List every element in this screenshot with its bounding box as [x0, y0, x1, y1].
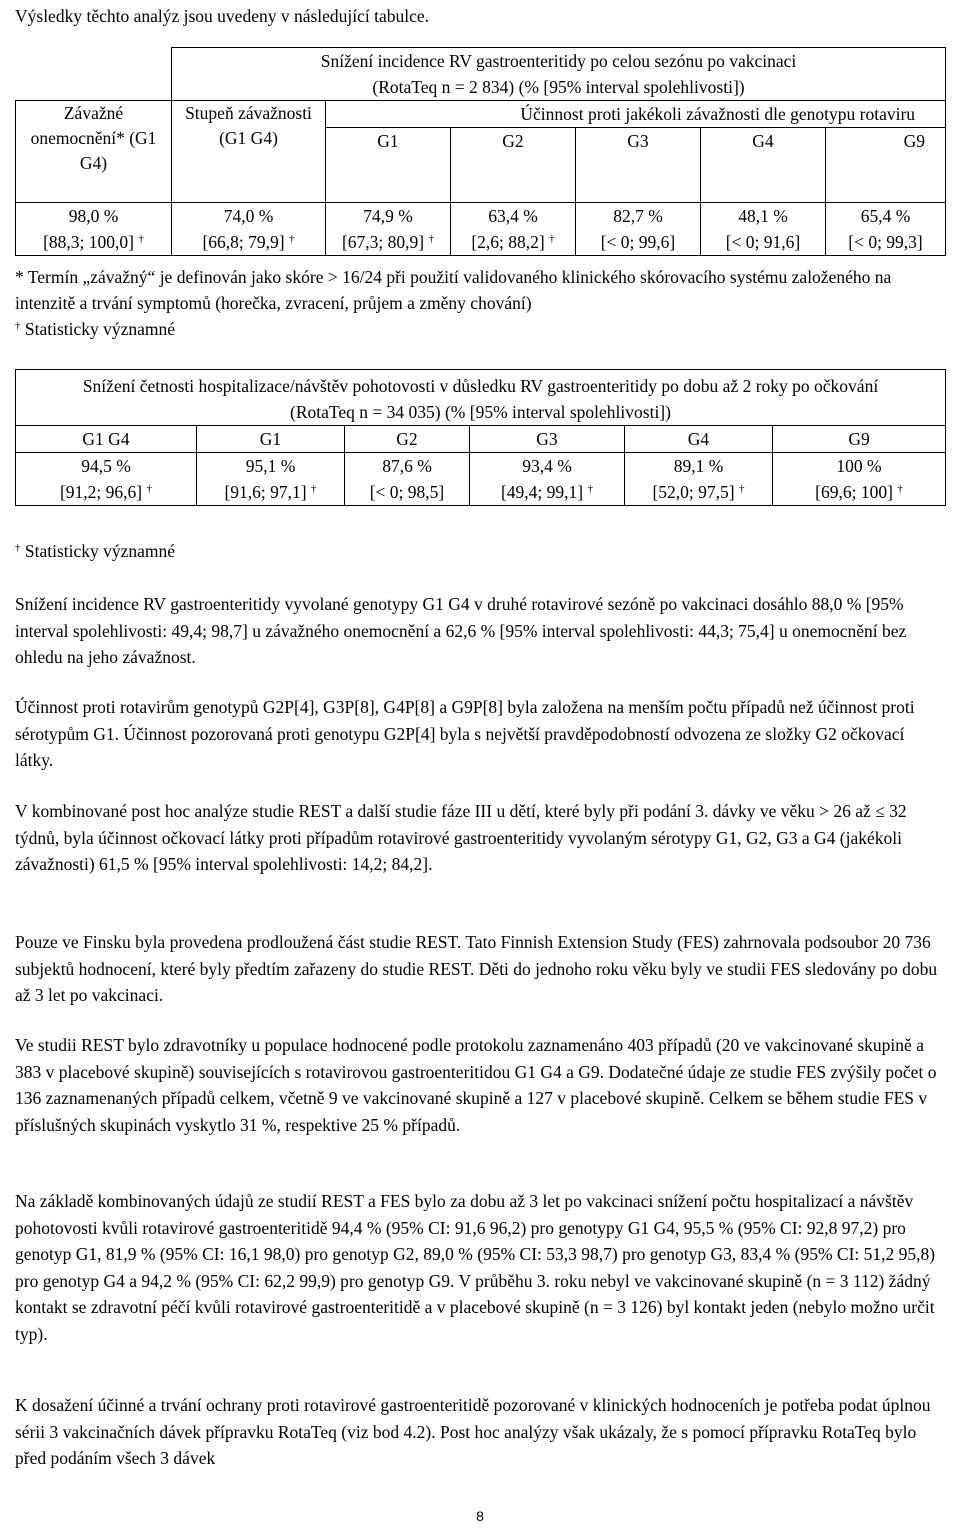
col-header-g2: G2: [345, 426, 470, 453]
table-title-row: [16, 370, 946, 426]
col-header-g9: G9: [773, 426, 946, 453]
col-header-g1: G1: [197, 426, 345, 453]
footnote-severe-definition: * Termín „závažný“ je definován jako skóre > 16/24 při použití validovaného klinického skórovacího systému založeného na intenzitě a trvání symptomů (horečka, zvracení, průjem a změny chování): [15, 267, 892, 313]
col-header-g4: G4: [625, 426, 773, 453]
cell-g9: 65,4 % [< 0; 99,3]: [826, 203, 946, 256]
col-header-g2: G2: [451, 128, 576, 203]
cell-g9: 100 % [69,6; 100] †: [773, 453, 946, 506]
cell-g1-g4: 94,5 % [91,2; 96,6] †: [16, 453, 197, 506]
col-header-severe: Závažné onemocnění* (G1 G4): [16, 101, 172, 203]
col-header-g3: G3: [576, 128, 701, 203]
paragraph-combined-data: Na základě kombinovaných údajů ze studií REST a FES bylo za dobu až 3 let po vakcinaci snížení počtu hospitalizací a návštěv pohotovosti kvůli rotavirové gastroenteritidě 94,4 % (95% CI: 91,6 96,2) pro genotypy G1 G4, 95,5 % (95% CI: 92,8 97,2) pro genotyp G1, 81,9 % (95% CI: 16,1 98,0) pro genotyp G2, 89,0 % (95% CI: 53,3 98,7) pro genotyp G3, 83,4 % (95% CI: 51,2 95,8) pro genotyp G4 a 94,2 % (95% CI: 62,2 99,9) pro genotyp G9. V průběhu 3. roku nebyl ve vakcinované skupině (n = 3 112) žádný kontakt se zdravotní péčí kvůli rotavirové gastroenteritidě a v placebové skupině (n = 3 126) byl kontakt jeden (nebylo možno určit typ).: [15, 1191, 936, 1344]
cell-g1: 95,1 % [91,6; 97,1] †: [197, 453, 345, 506]
paragraph-second-season: Snížení incidence RV gastroenteritidy vyvolané genotypy G1 G4 v druhé rotavirové sezóně po vakcinaci dosáhlo 88,0 % [95% interval spolehlivosti: 49,4; 98,7] u závažného onemocnění a 62,6 % [95% interval spolehlivosti: 44,3; 75,4] u onemocnění bez ohledu na jeho závažnost.: [15, 594, 907, 667]
col-header-grade: Stupeň závažnosti (G1 G4): [172, 101, 326, 203]
col-header-g4: G4: [701, 128, 826, 203]
cell-g4: 89,1 % [52,0; 97,5] †: [625, 453, 773, 506]
col-header-g1: G1: [326, 128, 451, 203]
paragraph-rest-cases: Ve studii REST bylo zdravotníky u populace hodnocené podle protokolu zaznamenáno 403 případů (20 ve vakcinované skupině a 383 v placebové skupině) souvisejících s rotavirovou gastroenteritidou G1 G4 a G9. Dodatečné údaje ze studie FES zvýšily počet o 136 zaznamenaných případů celkem, včetně 9 ve vakcinované skupině a 127 v placebové skupině. Celkem se během studie FES v příslušných skupinách vyskytlo 31 %, respektive 25 % případů.: [15, 1035, 937, 1135]
paragraph-full-series: K dosažení účinné a trvání ochrany proti rotavirové gastroenteritidě pozorované v klinických hodnoceních je potřeba podat úplnou sérii 3 vakcinačních dávek přípravku RotaTeq (viz bod 4.2). Post hoc analýzy však ukázaly, že s pomocí přípravku RotaTeq bylo před podáním všech 3 dávek: [15, 1395, 931, 1468]
cell-g2: 63,4 % [2,6; 88,2] †: [451, 203, 576, 256]
footnote-significant-2: † Statisticky významné: [15, 541, 176, 561]
cell-g2: 87,6 % [< 0; 98,5]: [345, 453, 470, 506]
table-title: Snížení četnosti hospitalizace/návštěv pohotovosti v důsledku RV gastroenteritidy po dobu až 2 roky po očkování (RotaTeq n = 34 035) (% [95% interval spolehlivosti]): [16, 370, 946, 426]
cell-severe: 98,0 % [88,3; 100,0] †: [16, 203, 172, 256]
genotype-header-row: [16, 426, 946, 453]
table-title: Snížení incidence RV gastroenteritidy po celou sezónu po vakcinaci (RotaTeq n = 2 834) (% [95% interval spolehlivosti]): [172, 48, 946, 101]
cell-g1: 74,9 % [67,3; 80,9] †: [326, 203, 451, 256]
footnote-significant: † Statisticky významné: [15, 319, 176, 339]
paragraph-finland-extension: Pouze ve Finsku byla provedena prodloužená část studie REST. Tato Finnish Extension Study (FES) zahrnovala podsoubor 20 736 subjektů hodnocení, které byly předtím zařazeny do studie REST. Děti do jednoho roku věku byly ve studii FES sledovány po dobu až 3 let po vakcinaci.: [15, 932, 938, 1005]
intro-sentence: Výsledky těchto analýz jsou uvedeny v následující tabulce.: [15, 6, 430, 26]
table-incidence-reduction: [15, 47, 946, 256]
table-title-row: [16, 48, 946, 101]
col-header-g9: G9: [826, 128, 946, 203]
cell-g4: 48,1 % [< 0; 91,6]: [701, 203, 826, 256]
col-header-g1-g4: G1 G4: [16, 426, 197, 453]
efficacy-header-row: [16, 101, 946, 128]
cell-grade: 74,0 % [66,8; 79,9] †: [172, 203, 326, 256]
paragraph-genotype-efficacy: Účinnost proti rotavirům genotypů G2P[4], G3P[8], G4P[8] a G9P[8] byla založena na menším počtu případů než účinnost proti sérotypům G1. Účinnost pozorovaná proti genotypu G2P[4] byla s největší pravděpodobností odvozena ze složky G2 očkovací látky.: [15, 697, 915, 770]
table-hospitalization-reduction: [15, 369, 946, 506]
table-row: [16, 453, 946, 506]
cell-g3: 82,7 % [< 0; 99,6]: [576, 203, 701, 256]
page-number: 8: [476, 1508, 484, 1524]
table-row: [16, 203, 946, 256]
col-header-g3: G3: [470, 426, 625, 453]
efficacy-header: Účinnost proti jakékoli závažnosti dle genotypu rotaviru: [326, 101, 946, 128]
cell-g3: 93,4 % [49,4; 99,1] †: [470, 453, 625, 506]
paragraph-post-hoc: V kombinované post hoc analýze studie REST a další studie fáze III u dětí, které byly při podání 3. dávky ve věku > 26 až ≤ 32 týdnů, byla účinnost očkovací látky proti případům rotavirové gastroenteritidy vyvolaným sérotypy G1, G2, G3 a G4 (jakékoli závažnosti) 61,5 % [95% interval spolehlivosti: 14,2; 84,2].: [15, 801, 907, 874]
